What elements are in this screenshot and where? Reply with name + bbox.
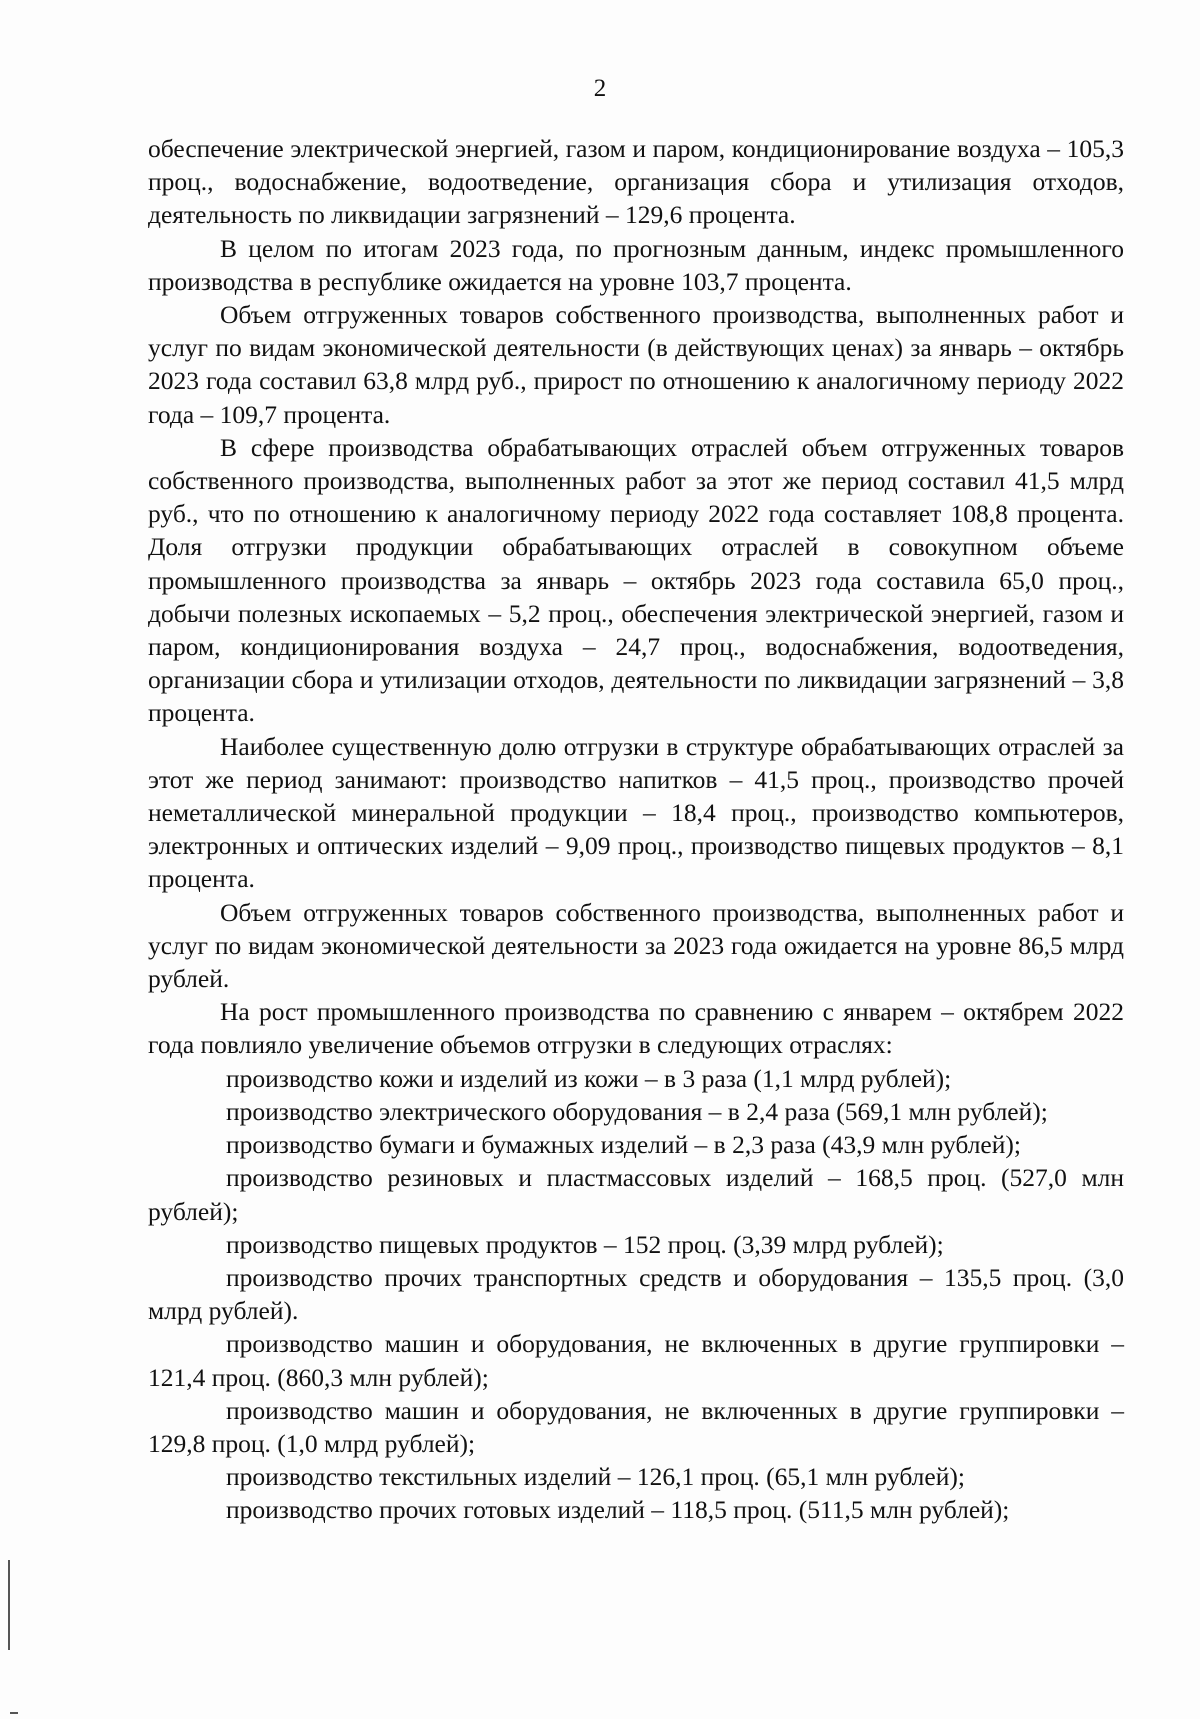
paragraph: Объем отгруженных товаров собственного производства, выполненных работ и услуг по видам экономической деятельности за 2023 года ожидается на уровне 86,5 млрд рублей. [148,897,1124,994]
paragraph: Наиболее существенную долю отгрузки в структуре обрабатывающих отраслей за этот же период занимают: производство напитков – 41,5 проц., производство прочей неметаллической минеральной продукции – 18,4 проц., производство компьютеров, электронных и оптических изделий – 9,09 проц., производство пищевых продуктов – 8,1 процента. [148,731,1124,894]
list-item: производство машин и оборудования, не включенных в другие группировки – 121,4 проц. (860,3 млн рублей); [148,1329,1124,1392]
paragraph: На рост промышленного производства по сравнению с январем – октябрем 2022 года повлияло увеличение объемов отгрузки в следующих отраслях: [148,997,1124,1060]
scan-artifact [10,1712,18,1714]
list-item: производство машин и оборудования, не включенных в другие группировки – 129,8 проц. (1,0 млрд рублей); [148,1395,1124,1458]
list-item: производство электрического оборудования – в 2,4 раза (569,1 млн рублей); [226,1096,1048,1126]
list-item: производство бумаги и бумажных изделий – в 2,3 раза (43,9 млн рублей); [226,1130,1021,1160]
list-item: производство пищевых продуктов – 152 проц. (3,39 млрд рублей); [226,1229,944,1259]
page-number: 2 [593,75,607,102]
body-text [148,132,1124,1527]
paragraph: В сфере производства обрабатывающих отраслей объем отгруженных товаров собственного производства, выполненных работ за этот же период составил 41,5 млрд руб., что по отношению к аналогичному периоду 2022 года составляет 108,8 процента. Доля отгрузки продукции обрабатывающих отраслей в совокупном объеме промышленного производства за январь – октябрь 2023 года составила 65,0 проц., добычи полезных ископаемых – 5,2 проц., обеспечения электрической энергией, газом и паром, кондиционирования воздуха – 24,7 проц., водоснабжения, водоотведения, организации сбора и утилизации отходов, деятельности по ликвидации загрязнений – 3,8 процента. [148,432,1124,728]
paragraph: В целом по итогам 2023 года, по прогнозным данным, индекс промышленного производства в республике ожидается на уровне 103,7 процента. [148,233,1124,296]
list-item: производство кожи и изделий из кожи – в 3 раза (1,1 млрд рублей); [226,1063,952,1093]
list-item: производство текстильных изделий – 126,1 проц. (65,1 млн рублей); [226,1462,965,1492]
list-item: производство прочих готовых изделий – 118,5 проц. (511,5 млн рублей); [226,1495,1010,1525]
paragraph: Объем отгруженных товаров собственного производства, выполненных работ и услуг по видам экономической деятельности (в действующих ценах) за январь – октябрь 2023 года составил 63,8 млрд руб., прирост по отношению к аналогичному периоду 2022 года – 109,7 процента. [148,300,1124,429]
scan-artifact [8,1560,10,1650]
list-item: производство прочих транспортных средств и оборудования – 135,5 проц. (3,0 млрд рублей). [148,1262,1124,1326]
list-item: производство резиновых и пластмассовых изделий – 168,5 проц. (527,0 млн рублей); [148,1163,1124,1226]
paragraph: обеспечение электрической энергией, газом и паром, кондиционирование воздуха – 105,3 проц., водоснабжение, водоотведение, организация сбора и утилизация отходов, деятельность по ликвидации загрязнений – 129,6 процента. [148,134,1124,230]
